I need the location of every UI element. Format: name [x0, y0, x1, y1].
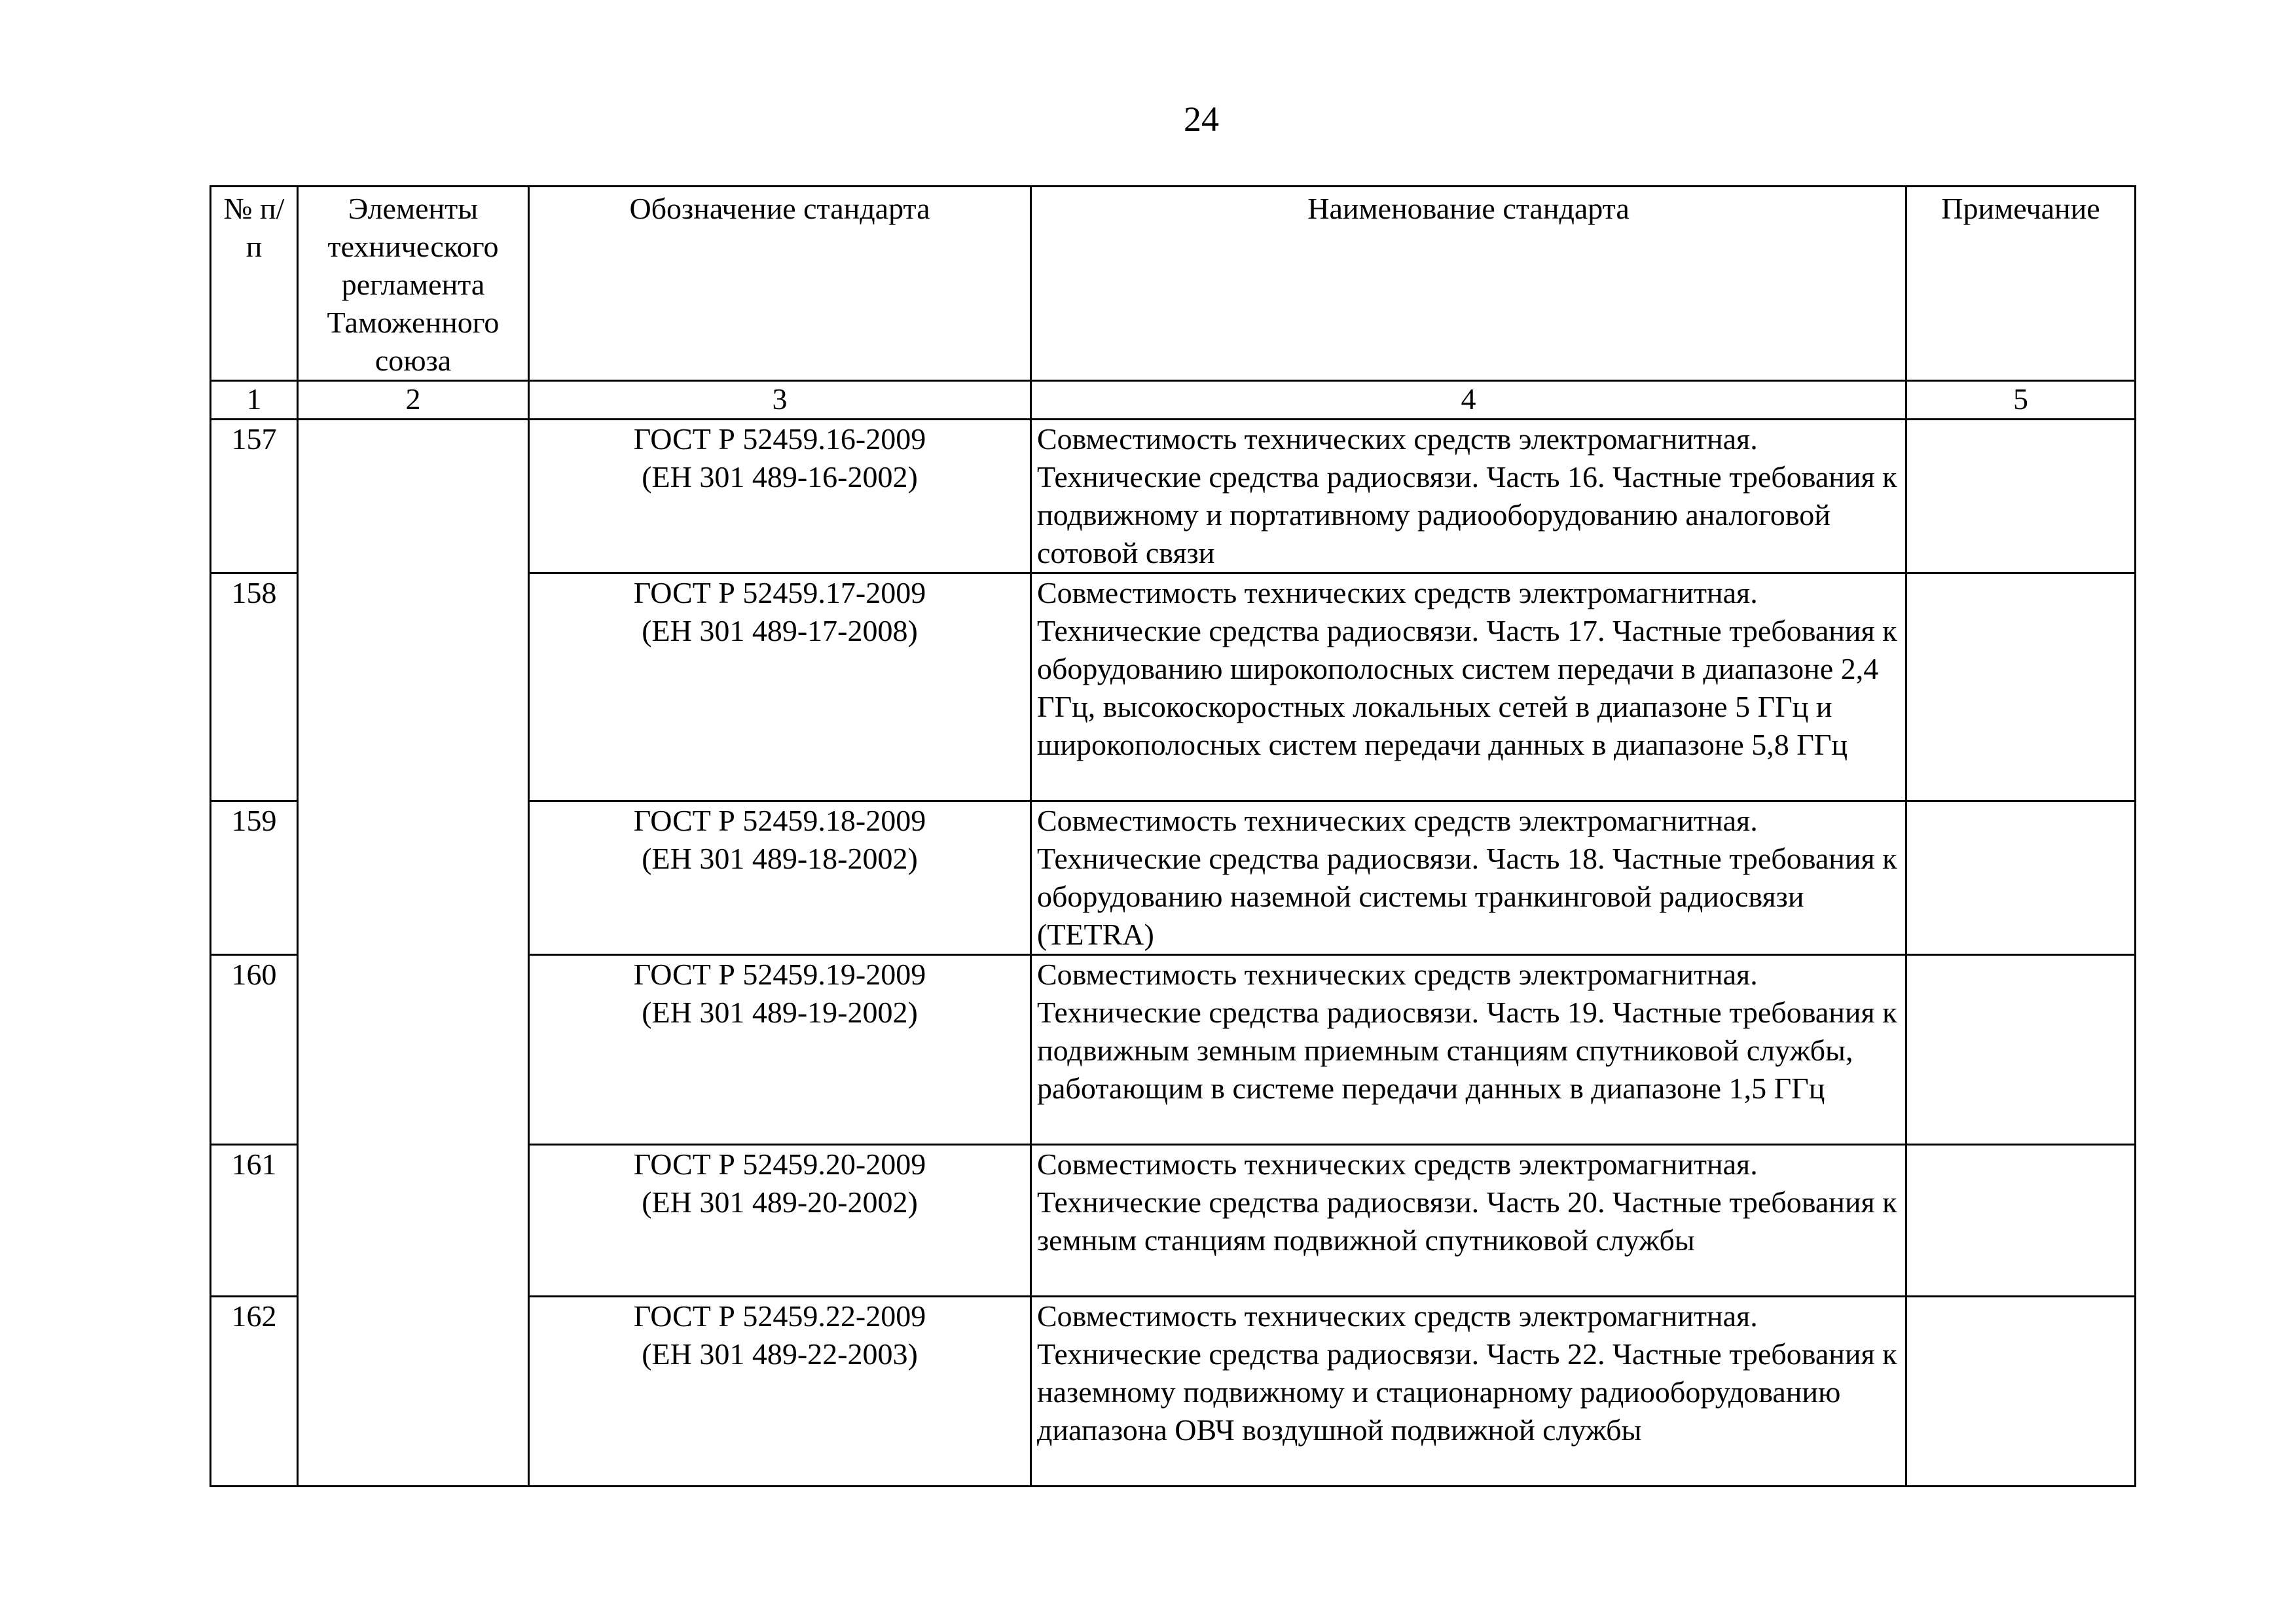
note-cell [1906, 955, 2136, 1145]
en-code: (ЕН 301 489-17-2008) [642, 614, 918, 647]
note-cell [1906, 1297, 2136, 1487]
row-number: 159 [211, 801, 298, 955]
header-row [211, 187, 2136, 381]
column-number: 2 [298, 381, 529, 420]
regulation-elements-cell [298, 420, 529, 1487]
gost-code: ГОСТ Р 52459.16-2009 [633, 422, 926, 456]
header-designation: Обозначение стандарта [529, 187, 1031, 381]
en-code: (ЕН 301 489-20-2002) [642, 1185, 918, 1219]
standard-name: Совместимость технических средств электромагнитная. Технические средства радиосвязи. Часть 16. Частные требования к подвижному и портативному радиооборудованию аналоговой сотовой связи [1031, 420, 1906, 573]
column-number-row [211, 381, 2136, 420]
column-number: 5 [1906, 381, 2136, 420]
row-number: 160 [211, 955, 298, 1145]
gost-code: ГОСТ Р 52459.17-2009 [633, 576, 926, 609]
standard-name: Совместимость технических средств электромагнитная. Технические средства радиосвязи. Часть 22. Частные требования к наземному подвижному и стационарному радиооборудованию диапазона ОВЧ воздушной подвижной службы [1031, 1297, 1906, 1487]
table-row [211, 420, 2136, 573]
page-number: 24 [1184, 99, 1219, 139]
note-cell [1906, 1145, 2136, 1297]
gost-code: ГОСТ Р 52459.22-2009 [633, 1299, 926, 1333]
column-number: 1 [211, 381, 298, 420]
standard-name: Совместимость технических средств электромагнитная. Технические средства радиосвязи. Часть 19. Частные требования к подвижным земным приемным станциям спутниковой службы, работающим в системе передачи данных в диапазоне 1,5 ГГц [1031, 955, 1906, 1145]
standard-designation [529, 1145, 1031, 1297]
row-number: 162 [211, 1297, 298, 1487]
note-cell [1906, 801, 2136, 955]
en-code: (ЕН 301 489-18-2002) [642, 842, 918, 875]
column-number: 4 [1031, 381, 1906, 420]
en-code: (ЕН 301 489-22-2003) [642, 1337, 918, 1371]
gost-code: ГОСТ Р 52459.20-2009 [633, 1147, 926, 1181]
en-code: (ЕН 301 489-19-2002) [642, 996, 918, 1029]
header-elements: Элементы технического регламента Таможенного союза [298, 187, 529, 381]
standard-designation [529, 955, 1031, 1145]
header-no: № п/п [211, 187, 298, 381]
note-cell [1906, 420, 2136, 573]
column-number: 3 [529, 381, 1031, 420]
note-cell [1906, 573, 2136, 801]
row-number: 158 [211, 573, 298, 801]
standard-designation [529, 573, 1031, 801]
gost-code: ГОСТ Р 52459.18-2009 [633, 804, 926, 837]
gost-code: ГОСТ Р 52459.19-2009 [633, 958, 926, 991]
standard-designation [529, 801, 1031, 955]
row-number: 161 [211, 1145, 298, 1297]
standard-designation [529, 1297, 1031, 1487]
standard-name: Совместимость технических средств электромагнитная. Технические средства радиосвязи. Часть 17. Частные требования к оборудованию широкополосных систем передачи в диапазоне 2,4 ГГц, высокоскоростных локальных сетей в диапазоне 5 ГГц и широкополосных систем передачи данных в диапазоне 5,8 ГГц [1031, 573, 1906, 801]
standard-designation [529, 420, 1031, 573]
header-name: Наименование стандарта [1031, 187, 1906, 381]
standard-name: Совместимость технических средств электромагнитная. Технические средства радиосвязи. Часть 18. Частные требования к оборудованию наземной системы транкинговой радиосвязи (TETRA) [1031, 801, 1906, 955]
standard-name: Совместимость технических средств электромагнитная. Технические средства радиосвязи. Часть 20. Частные требования к земным станциям подвижной спутниковой службы [1031, 1145, 1906, 1297]
en-code: (ЕН 301 489-16-2002) [642, 460, 918, 494]
header-note: Примечание [1906, 187, 2136, 381]
row-number: 157 [211, 420, 298, 573]
standards-table [210, 185, 2136, 1487]
